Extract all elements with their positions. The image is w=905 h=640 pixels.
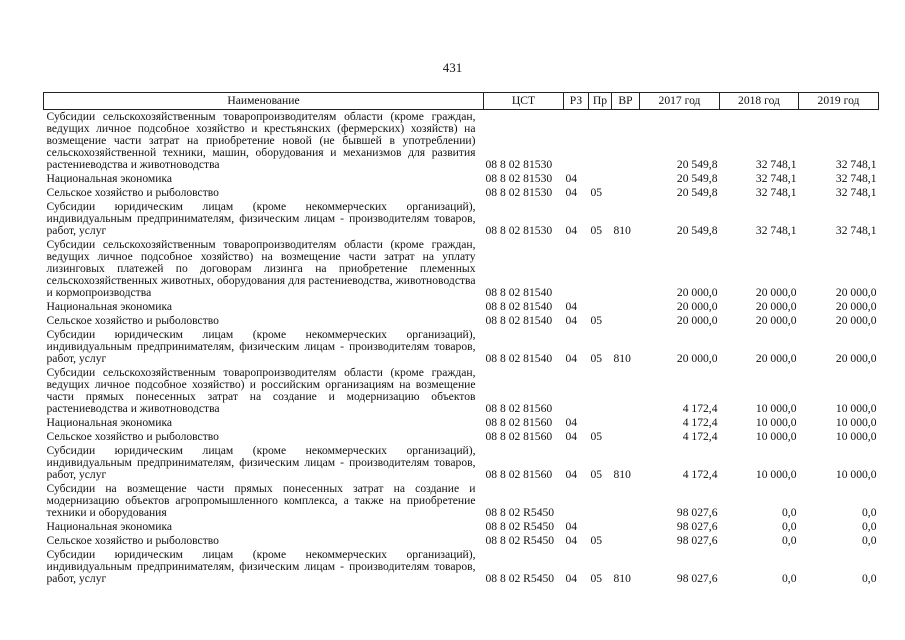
cell-y2017: 20 549,8 — [676, 172, 718, 185]
cell-y2017: 20 000,0 — [676, 286, 718, 299]
cell-y2017: 20 549,8 — [676, 186, 718, 199]
cell-rz: 04 — [565, 352, 578, 365]
cell-y2019: 10 000,0 — [835, 416, 877, 429]
cell-rz: 04 — [565, 300, 578, 313]
cell-rz — [564, 482, 589, 520]
cell-vr: 810 — [613, 352, 631, 365]
header-cst: ЦСТ — [484, 93, 564, 110]
cell-rz — [564, 238, 589, 300]
header-name: Наименование — [44, 93, 484, 110]
cell-y2018: 0,0 — [782, 506, 797, 519]
cell-y2018: 20 000,0 — [755, 314, 797, 327]
page-number: 431 — [442, 60, 463, 75]
table-row — [44, 172, 879, 186]
cell-y2017: 4 172,4 — [682, 402, 718, 415]
cell-cst: 08 8 02 81540 — [485, 300, 553, 313]
cell-name: Субсидии на возмещение части прямых понесенных затрат на создание и модернизацию объектов агропромышленного комплекса, а также на приобретение техники и оборудования — [46, 482, 476, 519]
cell-cst: 08 8 02 81530 — [485, 172, 553, 185]
cell-cst: 08 8 02 81560 — [485, 430, 553, 443]
table-row — [44, 366, 879, 416]
cell-y2017: 98 027,6 — [676, 520, 718, 533]
cell-y2017: 98 027,6 — [676, 572, 718, 585]
cell-name: Субсидии сельскохозяйственным товаропроизводителям области (кроме граждан, ведущих личное подсобное хозяйство) и российским организациям на возмещение части прямых понесенных затрат на создание и модернизацию объектов растениеводства и животноводства — [46, 366, 476, 415]
cell-y2019: 20 000,0 — [835, 314, 877, 327]
table-row — [44, 200, 879, 238]
table-row — [44, 534, 879, 548]
cell-y2017: 20 000,0 — [676, 352, 718, 365]
cell-rz — [564, 110, 589, 173]
header-pr: Пр — [589, 93, 612, 110]
cell-cst: 08 8 02 81540 — [485, 314, 553, 327]
cell-y2019: 0,0 — [862, 572, 877, 585]
cell-y2017: 98 027,6 — [676, 506, 718, 519]
cell-name: Субсидии юридическим лицам (кроме некоммерческих организаций), индивидуальным предпринимателям, физическим лицам - производителям товаров, работ, услуг — [46, 444, 476, 481]
cell-y2018: 0,0 — [782, 520, 797, 533]
cell-cst: 08 8 02 81560 — [485, 416, 553, 429]
cell-cst: 08 8 02 81530 — [485, 224, 553, 237]
cell-y2018: 20 000,0 — [755, 286, 797, 299]
cell-rz: 04 — [565, 520, 578, 533]
cell-cst: 08 8 02 81560 — [485, 468, 553, 481]
cell-rz — [564, 366, 589, 416]
cell-pr: 05 — [590, 534, 603, 547]
cell-cst: 08 8 02 R5450 — [485, 572, 555, 585]
cell-y2017: 98 027,6 — [676, 534, 718, 547]
cell-rz: 04 — [565, 416, 578, 429]
cell-y2018: 20 000,0 — [755, 352, 797, 365]
cell-vr — [612, 172, 640, 186]
cell-y2017: 4 172,4 — [682, 430, 718, 443]
cell-cst: 08 8 02 R5450 — [485, 534, 555, 547]
cell-pr — [589, 366, 612, 416]
cell-name: Сельское хозяйство и рыболовство — [46, 186, 219, 199]
cell-y2017: 20 000,0 — [676, 314, 718, 327]
cell-y2019: 0,0 — [862, 520, 877, 533]
cell-pr — [589, 482, 612, 520]
cell-pr: 05 — [590, 430, 603, 443]
header-2018: 2018 год — [720, 93, 799, 110]
header-vr: ВР — [612, 93, 640, 110]
cell-y2018: 32 748,1 — [755, 172, 797, 185]
cell-name: Сельское хозяйство и рыболовство — [46, 314, 219, 327]
cell-y2019: 20 000,0 — [835, 300, 877, 313]
budget-table — [43, 92, 879, 586]
cell-name: Национальная экономика — [46, 520, 173, 533]
cell-name: Сельское хозяйство и рыболовство — [46, 534, 219, 547]
cell-name: Субсидии сельскохозяйственным товаропроизводителям области (кроме граждан, ведущих личное подсобное хозяйство) на возмещение части затрат на уплату лизинговых платежей по договорам лизинга на приобретение племенных сельскохозяйственных животных, оборудования для растениеводства, животноводства и кормопроизводства — [46, 238, 476, 299]
cell-y2018: 10 000,0 — [755, 468, 797, 481]
cell-y2019: 10 000,0 — [835, 402, 877, 415]
cell-pr: 05 — [590, 468, 603, 481]
cell-vr — [612, 238, 640, 300]
cell-pr: 05 — [590, 224, 603, 237]
cell-name: Национальная экономика — [46, 300, 173, 313]
cell-pr — [589, 520, 612, 534]
table-header-row — [44, 93, 879, 110]
table-row — [44, 416, 879, 430]
cell-vr — [612, 416, 640, 430]
table-row — [44, 110, 879, 173]
cell-y2019: 0,0 — [862, 506, 877, 519]
cell-vr — [612, 314, 640, 328]
cell-pr — [589, 238, 612, 300]
cell-cst: 08 8 02 81530 — [485, 186, 553, 199]
cell-name: Субсидии юридическим лицам (кроме некоммерческих организаций), индивидуальным предпринимателям, физическим лицам - производителям товаров, работ, услуг — [46, 548, 476, 585]
cell-cst: 08 8 02 81540 — [485, 352, 553, 365]
cell-rz: 04 — [565, 430, 578, 443]
table-row — [44, 300, 879, 314]
table-body — [44, 110, 879, 587]
cell-cst: 08 8 02 81530 — [485, 158, 553, 171]
cell-y2017: 20 549,8 — [676, 224, 718, 237]
cell-pr — [589, 172, 612, 186]
cell-y2018: 20 000,0 — [755, 300, 797, 313]
cell-name: Субсидии юридическим лицам (кроме некоммерческих организаций), индивидуальным предпринимателям, физическим лицам - производителям товаров, работ, услуг — [46, 200, 476, 237]
table-row — [44, 430, 879, 444]
cell-rz: 04 — [565, 314, 578, 327]
header-2019: 2019 год — [799, 93, 879, 110]
cell-rz: 04 — [565, 572, 578, 585]
cell-y2019: 32 748,1 — [835, 158, 877, 171]
cell-y2017: 4 172,4 — [682, 416, 718, 429]
cell-rz: 04 — [565, 186, 578, 199]
cell-vr — [612, 430, 640, 444]
cell-rz: 04 — [565, 468, 578, 481]
cell-vr: 810 — [613, 224, 631, 237]
cell-y2019: 32 748,1 — [835, 224, 877, 237]
cell-vr — [612, 366, 640, 416]
cell-y2019: 20 000,0 — [835, 352, 877, 365]
cell-y2018: 32 748,1 — [755, 224, 797, 237]
table-row — [44, 186, 879, 200]
cell-cst: 08 8 02 R5450 — [485, 506, 555, 519]
table-row — [44, 238, 879, 300]
cell-y2018: 10 000,0 — [755, 430, 797, 443]
header-rz: РЗ — [564, 93, 589, 110]
table-row — [44, 444, 879, 482]
cell-pr — [589, 110, 612, 173]
cell-y2018: 32 748,1 — [755, 158, 797, 171]
cell-pr: 05 — [590, 352, 603, 365]
table-row — [44, 328, 879, 366]
cell-y2019: 10 000,0 — [835, 468, 877, 481]
table-row — [44, 548, 879, 586]
cell-pr: 05 — [590, 186, 603, 199]
cell-vr — [612, 110, 640, 173]
cell-y2019: 10 000,0 — [835, 430, 877, 443]
cell-y2018: 0,0 — [782, 572, 797, 585]
cell-y2017: 20 549,8 — [676, 158, 718, 171]
cell-vr — [612, 534, 640, 548]
cell-name: Субсидии сельскохозяйственным товаропроизводителям области (кроме граждан, ведущих личное подсобное хозяйство и крестьянских (фермерских) хозяйств) на возмещение части затрат на приобретение новой (не бывшей в употреблении) сельскохозяйственной техники, машин, оборудования и механизмов для развития растениеводства и животноводства — [46, 110, 476, 171]
cell-y2018: 10 000,0 — [755, 416, 797, 429]
cell-vr — [612, 186, 640, 200]
cell-y2018: 10 000,0 — [755, 402, 797, 415]
cell-pr: 05 — [590, 314, 603, 327]
cell-name: Национальная экономика — [46, 416, 173, 429]
cell-name: Национальная экономика — [46, 172, 173, 185]
table-row — [44, 482, 879, 520]
table-row — [44, 314, 879, 328]
cell-y2018: 32 748,1 — [755, 186, 797, 199]
cell-vr: 810 — [613, 468, 631, 481]
cell-y2017: 20 000,0 — [676, 300, 718, 313]
cell-pr — [589, 300, 612, 314]
cell-vr — [612, 482, 640, 520]
cell-rz: 04 — [565, 224, 578, 237]
cell-pr — [589, 416, 612, 430]
cell-name: Сельское хозяйство и рыболовство — [46, 430, 219, 443]
cell-y2017: 4 172,4 — [682, 468, 718, 481]
header-2017: 2017 год — [640, 93, 720, 110]
cell-y2019: 20 000,0 — [835, 286, 877, 299]
cell-cst: 08 8 02 81560 — [485, 402, 553, 415]
cell-y2019: 32 748,1 — [835, 186, 877, 199]
cell-vr — [612, 520, 640, 534]
cell-cst: 08 8 02 81540 — [485, 286, 553, 299]
cell-y2018: 0,0 — [782, 534, 797, 547]
cell-rz: 04 — [565, 172, 578, 185]
cell-vr — [612, 300, 640, 314]
cell-name: Субсидии юридическим лицам (кроме некоммерческих организаций), индивидуальным предпринимателям, физическим лицам - производителям товаров, работ, услуг — [46, 328, 476, 365]
cell-y2019: 32 748,1 — [835, 172, 877, 185]
cell-vr: 810 — [613, 572, 631, 585]
cell-rz: 04 — [565, 534, 578, 547]
cell-pr: 05 — [590, 572, 603, 585]
cell-y2019: 0,0 — [862, 534, 877, 547]
table-row — [44, 520, 879, 534]
cell-cst: 08 8 02 R5450 — [485, 520, 555, 533]
